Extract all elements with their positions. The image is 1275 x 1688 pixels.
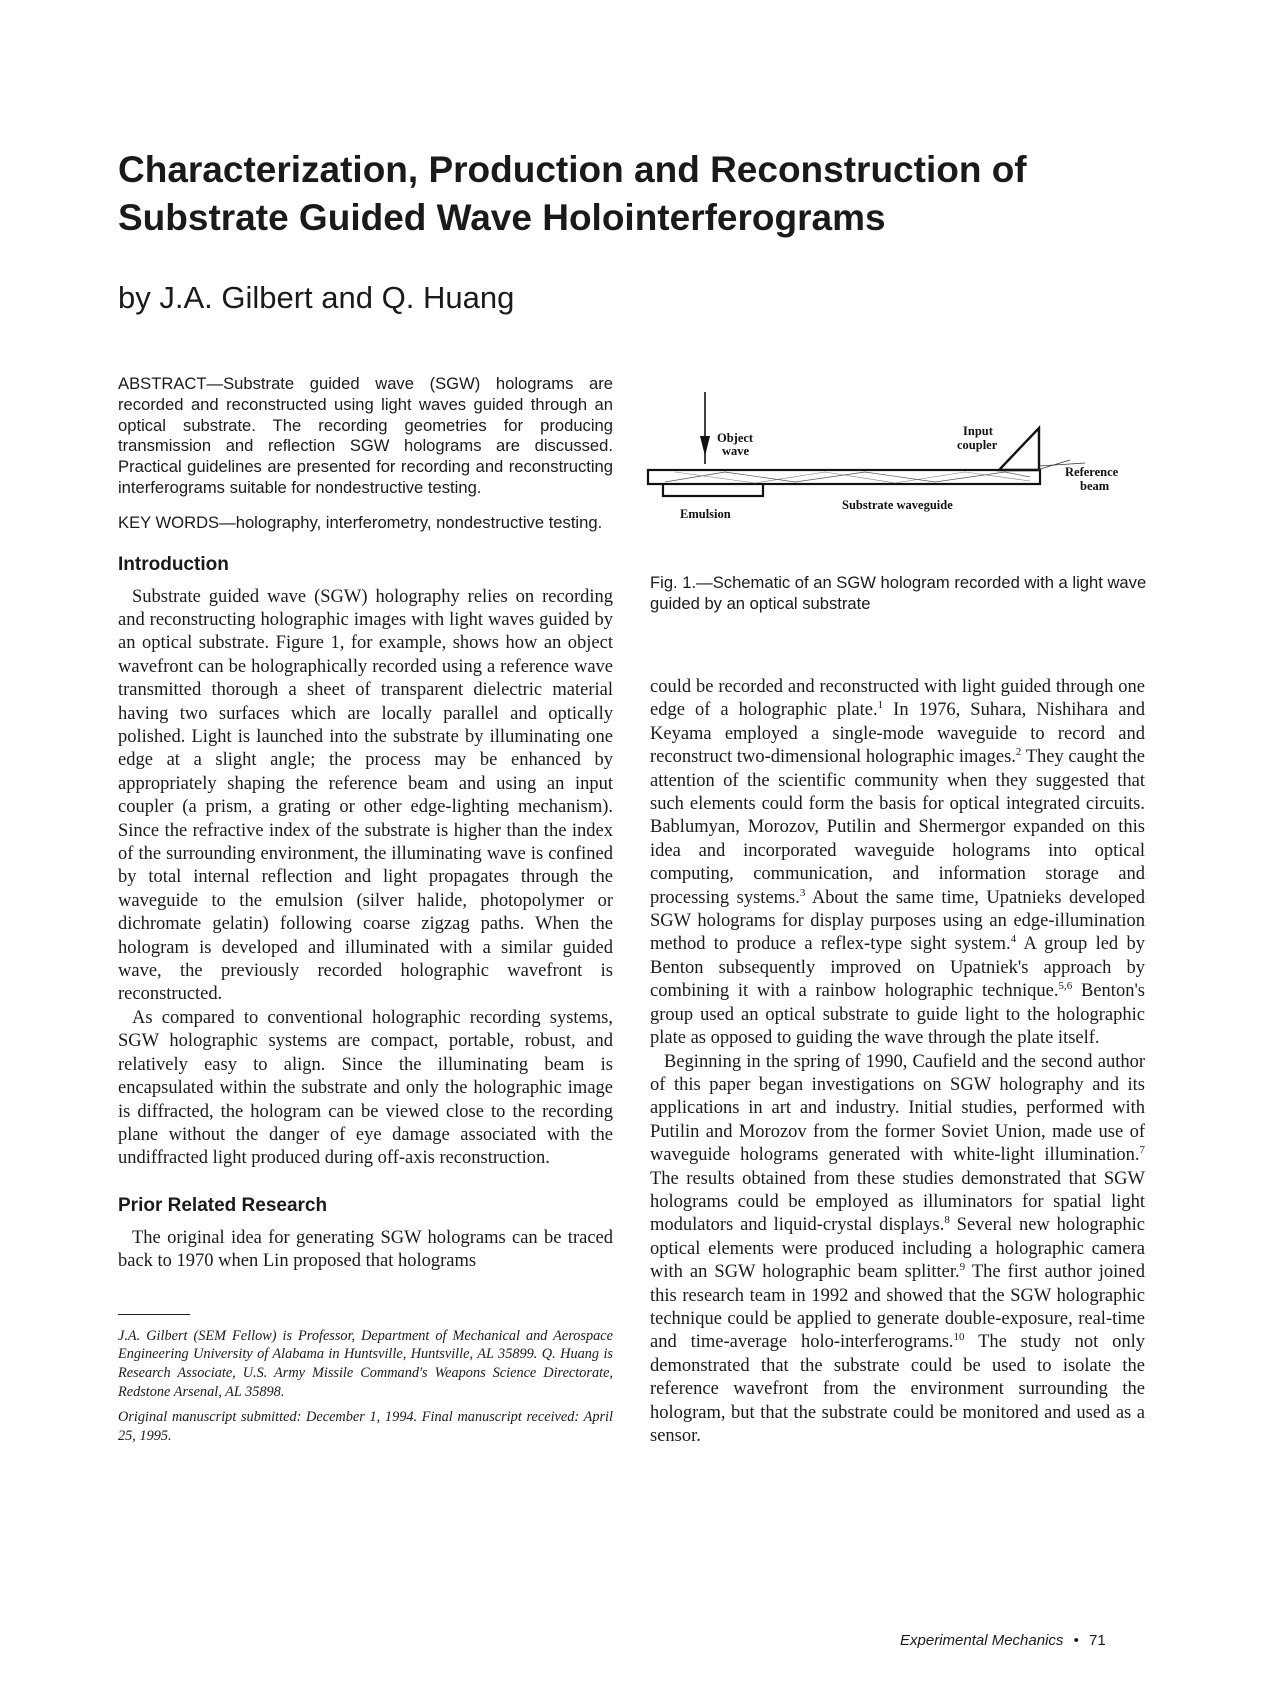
text-run: A group led by Benton subsequently improved on Upatniek's approach by combining it with a rainbow holographic technique. xyxy=(650,934,1145,1002)
substrate-waveguide xyxy=(648,470,1040,484)
intro-paragraph-1: Substrate guided wave (SGW) holography relies on recording and reconstructing holographic images with light waves guided by an optical substrate. Figure 1, for example, shows how an object wavefront can be holographically recorded using a reference wave transmitted thorough a sheet of transparent dielectric material having two surfaces which are locally parallel and optically polished. Light is launched into the substrate by illuminating one edge at a slight angle; the process may be enhanced by appropriately shaping the reference beam and using an input coupler (a prism, a grating or other edge-lighting mechanism). Since the refractive index of the substrate is higher than the index of the surrounding environment, the illuminating wave is confined by total internal reflection and light propagates through the waveguide to the emulsion (silver halide, photopolymer or dichromate gelatin) following coarse zigzag paths. When the hologram is developed and illuminated with a similar guided wave, the previously recorded holographic wavefront is reconstructed. xyxy=(118,586,613,1005)
prior-paragraph-1: The original idea for generating SGW holograms can be traced back to 1970 when Lin proposed that holograms xyxy=(118,1227,613,1272)
text-run: In 1976, Suhara, Nishihara and Keyama employed a single-mode waveguide to record and reconstruct two-dimensional holographic images. xyxy=(650,700,1145,768)
left-column xyxy=(118,374,613,1451)
label-beam: beam xyxy=(1080,479,1110,493)
right-paragraph-1 xyxy=(650,676,1145,1051)
text-run: Benton's group used an optical substrate to guide light to the holographic plate as opposed to guiding the wave through the plate itself. xyxy=(650,981,1145,1049)
citation-2: 2 xyxy=(1015,746,1022,759)
page-footer xyxy=(900,1632,1106,1649)
abstract: ABSTRACT—Substrate guided wave (SGW) holograms are recorded and reconstructed using light waves guided through an optical substrate. The recording geometries for producing transmission and reflection SGW holograms are discussed. Practical guidelines are presented for recording and reconstructing interferograms suitable for nondestructive testing. xyxy=(118,374,613,497)
right-paragraph-2 xyxy=(650,1051,1145,1449)
label-wave: wave xyxy=(722,444,750,458)
text-run: Beginning in the spring of 1990, Caufield and the second author of this paper began investigations on SGW holography and its applications in art and industry. Initial studies, performed with Putilin and Morozov from the former Soviet Union, made use of waveguide holograms generated with white-light illumination. xyxy=(650,1051,1145,1166)
section-heading-prior-research: Prior Related Research xyxy=(118,1194,328,1216)
label-coupler: coupler xyxy=(957,438,998,452)
citation-5-6: 5,6 xyxy=(1058,980,1073,993)
title-line-2: Substrate Guided Wave Holointerferograms xyxy=(118,197,886,238)
text-run: About the same time, Upatnieks developed SGW holograms for display purposes using an edge-illumination method to produce a reflex-type sight system. xyxy=(650,887,1145,955)
text-run: could be recorded and reconstructed with light guided through one edge of a holographic plate. xyxy=(650,677,1145,721)
label-reference: Reference xyxy=(1065,465,1119,479)
footnote-divider xyxy=(118,1314,190,1315)
citation-1: 1 xyxy=(877,699,884,712)
citation-7: 7 xyxy=(1139,1143,1145,1156)
journal-name: Experimental Mechanics xyxy=(900,1632,1064,1649)
label-input: Input xyxy=(963,424,993,438)
title-line-1: Characterization, Production and Reconstruction of xyxy=(118,149,1027,190)
text-run: They caught the attention of the scientific community when they suggested that such elements could form the basis for optical integrated circuits. Bablumyan, Morozov, Putilin and Shermergor expanded on this idea and incorporated waveguide holograms into optical computing, communication, and information storage and processing systems. xyxy=(650,747,1146,908)
citation-9: 9 xyxy=(959,1261,966,1273)
object-wave-arrowhead xyxy=(700,436,710,456)
footnote-manuscript: Original manuscript submitted: December 1, 1994. Final manuscript received: April 25, 1995. xyxy=(118,1408,613,1444)
right-column xyxy=(650,676,1145,1448)
text-run: The results obtained from these studies demonstrated that SGW holograms could be employed as illuminators for spatial light modulators and liquid-crystal displays. xyxy=(650,1168,1145,1236)
paper-title xyxy=(118,146,1178,242)
footer-separator: • xyxy=(1073,1632,1079,1649)
page-number: 71 xyxy=(1089,1632,1106,1649)
label-substrate-waveguide: Substrate waveguide xyxy=(842,498,953,512)
byline: by J.A. Gilbert and Q. Huang xyxy=(118,280,515,315)
text-run: The first author joined this research team in 1992 and showed that the SGW holographic technique could be applied to generate double-exposure, real-time and time-average holo-interferograms. xyxy=(650,1262,1145,1353)
emulsion-layer xyxy=(663,484,763,496)
text-run: The study not only demonstrated that the substrate could be used to isolate the reference wavefront from the environment surrounding the hologram, but that the substrate could be monitored and used as a sensor. xyxy=(650,1332,1145,1446)
citation-10: 10 xyxy=(953,1331,965,1344)
keywords: KEY WORDS—holography, interferometry, nondestructive testing. xyxy=(118,512,603,532)
citation-4: 4 xyxy=(1010,933,1017,946)
input-coupler-prism xyxy=(999,428,1039,470)
footnote-affiliation: J.A. Gilbert (SEM Fellow) is Professor, Department of Mechanical and Aerospace Engineering University of Alabama in Huntsville, Huntsville, AL 35899. Q. Huang is Research Associate, U.S. Army Missile Command's Weapons Science Directorate, Redstone Arsenal, AL 35898. xyxy=(118,1327,613,1400)
intro-paragraph-2: As compared to conventional holographic recording systems, SGW holographic systems are compact, portable, robust, and relatively easy to align. Since the illuminating beam is encapsulated within the substrate and only the holographic image is diffracted, the hologram can be viewed close to the recording plane without the danger of eye damage associated with the undiffracted light produced during off-axis reconstruction. xyxy=(118,1007,613,1169)
text-run: Several new holographic optical elements were produced including a holographic camera with an SGW holographic beam splitter. xyxy=(650,1215,1145,1283)
figure-1 xyxy=(645,388,1155,563)
section-heading-introduction: Introduction xyxy=(118,553,229,575)
citation-8: 8 xyxy=(944,1214,950,1227)
label-emulsion: Emulsion xyxy=(680,507,731,521)
sgw-schematic xyxy=(645,388,1155,563)
figure-caption: Fig. 1.—Schematic of an SGW hologram recorded with a light wave guided by an optical substrate xyxy=(650,573,1147,613)
citation-3: 3 xyxy=(799,886,806,899)
label-object: Object xyxy=(717,431,754,445)
